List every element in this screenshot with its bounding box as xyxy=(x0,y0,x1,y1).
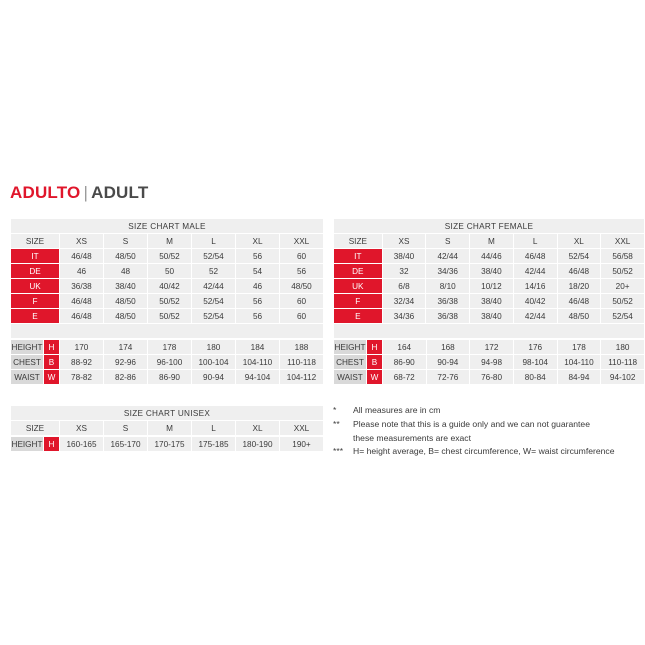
cell: 60 xyxy=(280,249,324,264)
cell: 172 xyxy=(470,340,514,355)
cell: 48/50 xyxy=(280,279,324,294)
cell: 52/54 xyxy=(557,249,601,264)
cell: 48/50 xyxy=(104,249,148,264)
cell: 52 xyxy=(192,264,236,279)
cell: 50/52 xyxy=(148,309,192,324)
row-label-waist: WAIST xyxy=(11,370,44,385)
cell: 56/58 xyxy=(601,249,645,264)
size-chart-male-table xyxy=(10,218,324,339)
col-header-size: SIZE xyxy=(334,234,383,249)
row-label-it: IT xyxy=(11,249,60,264)
cell: 164 xyxy=(382,340,426,355)
cell: 94-104 xyxy=(236,370,280,385)
col-header-xl: XL xyxy=(236,234,280,249)
cell: 50 xyxy=(148,264,192,279)
row-label-waist: WAIST xyxy=(334,370,367,385)
table-row xyxy=(334,294,645,309)
row-label-height: HEIGHT xyxy=(11,340,44,355)
cell: 176 xyxy=(513,340,557,355)
cell: 42/44 xyxy=(513,309,557,324)
cell: 80-84 xyxy=(513,370,557,385)
footnote-3 xyxy=(333,445,645,458)
col-header-l: L xyxy=(192,234,236,249)
cell: 190+ xyxy=(280,437,324,452)
footnote-3-mark: *** xyxy=(333,446,344,456)
size-chart-male-measurements xyxy=(10,339,324,385)
cell: 72-76 xyxy=(426,370,470,385)
footnote-1 xyxy=(333,404,645,417)
cell: 76-80 xyxy=(470,370,514,385)
cell: 42/44 xyxy=(192,279,236,294)
cell: 98-104 xyxy=(513,355,557,370)
cell: 46/48 xyxy=(513,249,557,264)
cell: 46 xyxy=(60,264,104,279)
col-header-l: L xyxy=(513,234,557,249)
cell: 165-170 xyxy=(104,437,148,452)
cell: 44/46 xyxy=(470,249,514,264)
row-label-de: DE xyxy=(334,264,383,279)
table-spacer xyxy=(334,324,645,339)
table-row xyxy=(11,370,324,385)
cell: 54 xyxy=(236,264,280,279)
cell: 50/52 xyxy=(601,264,645,279)
cell: 168 xyxy=(426,340,470,355)
table-row xyxy=(11,437,324,452)
size-chart-unisex-table xyxy=(10,405,324,436)
cell: 40/42 xyxy=(148,279,192,294)
cell: 38/40 xyxy=(470,294,514,309)
cell: 100-104 xyxy=(192,355,236,370)
col-header-m: M xyxy=(148,234,192,249)
footnote-1-text: All measures are in cm xyxy=(353,405,441,415)
cell: 34/36 xyxy=(426,264,470,279)
row-label-height: HEIGHT xyxy=(334,340,367,355)
table-row xyxy=(11,249,324,264)
cell: 46/48 xyxy=(60,294,104,309)
col-header-s: S xyxy=(426,234,470,249)
footnote-3-text: H= height average, B= chest circumference, W= waist circumference xyxy=(353,446,615,456)
page-title-separator: | xyxy=(83,183,89,202)
cell: 52/54 xyxy=(601,309,645,324)
cell: 10/12 xyxy=(470,279,514,294)
cell: 60 xyxy=(280,294,324,309)
row-code-w: W xyxy=(366,370,382,385)
cell: 180 xyxy=(601,340,645,355)
cell: 46/48 xyxy=(60,249,104,264)
cell: 48/50 xyxy=(104,309,148,324)
row-label-e: E xyxy=(11,309,60,324)
table-row xyxy=(334,309,645,324)
cell: 178 xyxy=(148,340,192,355)
cell: 56 xyxy=(280,264,324,279)
row-label-f: F xyxy=(11,294,60,309)
size-chart-unisex-measurements xyxy=(10,436,324,452)
cell: 48/50 xyxy=(104,294,148,309)
row-label-height: HEIGHT xyxy=(11,437,44,452)
cell: 174 xyxy=(104,340,148,355)
cell: 94-98 xyxy=(470,355,514,370)
col-header-xs: XS xyxy=(60,234,104,249)
size-chart-female xyxy=(333,218,645,385)
table-header-banner xyxy=(11,406,324,421)
cell: 52/54 xyxy=(192,294,236,309)
col-header-xs: XS xyxy=(60,421,104,436)
cell: 175-185 xyxy=(192,437,236,452)
cell: 38/40 xyxy=(470,309,514,324)
table-row xyxy=(334,249,645,264)
table-row xyxy=(11,355,324,370)
cell: 38/40 xyxy=(382,249,426,264)
table-column-headers xyxy=(11,234,324,249)
cell: 68-72 xyxy=(382,370,426,385)
cell: 48 xyxy=(104,264,148,279)
cell: 180-190 xyxy=(236,437,280,452)
row-label-uk: UK xyxy=(11,279,60,294)
table-row xyxy=(11,264,324,279)
row-code-w: W xyxy=(44,370,60,385)
cell: 34/36 xyxy=(382,309,426,324)
col-header-size: SIZE xyxy=(11,421,60,436)
table-row xyxy=(11,309,324,324)
footnotes xyxy=(333,404,645,459)
row-label-chest: CHEST xyxy=(11,355,44,370)
col-header-m: M xyxy=(148,421,192,436)
cell: 56 xyxy=(236,249,280,264)
col-header-xxl: XXL xyxy=(280,234,324,249)
col-header-xs: XS xyxy=(382,234,426,249)
cell: 110-118 xyxy=(601,355,645,370)
cell: 78-82 xyxy=(60,370,104,385)
cell: 90-94 xyxy=(192,370,236,385)
cell: 188 xyxy=(280,340,324,355)
footnote-2-continued: these measurements are exact xyxy=(353,433,471,443)
col-header-xl: XL xyxy=(557,234,601,249)
cell: 18/20 xyxy=(557,279,601,294)
table-row xyxy=(11,294,324,309)
cell: 38/40 xyxy=(470,264,514,279)
cell: 184 xyxy=(236,340,280,355)
cell: 50/52 xyxy=(148,294,192,309)
page-title xyxy=(10,183,148,203)
table-header-banner xyxy=(11,219,324,234)
col-header-xxl: XXL xyxy=(280,421,324,436)
cell: 46/48 xyxy=(60,309,104,324)
cell: 82-86 xyxy=(104,370,148,385)
row-code-b: B xyxy=(366,355,382,370)
cell: 110-118 xyxy=(280,355,324,370)
cell: 84-94 xyxy=(557,370,601,385)
table-column-headers xyxy=(11,421,324,436)
cell: 48/50 xyxy=(557,309,601,324)
cell: 170-175 xyxy=(148,437,192,452)
row-code-h: H xyxy=(44,340,60,355)
cell: 56 xyxy=(236,294,280,309)
table-row xyxy=(11,340,324,355)
footnote-2 xyxy=(333,418,645,431)
cell: 36/38 xyxy=(426,294,470,309)
cell: 56 xyxy=(236,309,280,324)
table-row xyxy=(334,279,645,294)
cell: 40/42 xyxy=(513,294,557,309)
table-row xyxy=(11,279,324,294)
row-code-h: H xyxy=(366,340,382,355)
table-header-banner xyxy=(334,219,645,234)
table-spacer xyxy=(11,324,324,339)
page-title-primary: ADULTO xyxy=(10,183,81,202)
female-chart-title: SIZE CHART FEMALE xyxy=(334,219,645,234)
col-header-m: M xyxy=(470,234,514,249)
cell: 96-100 xyxy=(148,355,192,370)
cell: 36/38 xyxy=(60,279,104,294)
cell: 104-112 xyxy=(280,370,324,385)
cell: 46 xyxy=(236,279,280,294)
row-label-uk: UK xyxy=(334,279,383,294)
cell: 20+ xyxy=(601,279,645,294)
unisex-chart-title: SIZE CHART UNISEX xyxy=(11,406,324,421)
cell: 94-102 xyxy=(601,370,645,385)
table-column-headers xyxy=(334,234,645,249)
size-chart-male xyxy=(10,218,324,385)
row-label-it: IT xyxy=(334,249,383,264)
cell: 50/52 xyxy=(148,249,192,264)
cell: 36/38 xyxy=(426,309,470,324)
table-row xyxy=(334,340,645,355)
cell: 88-92 xyxy=(60,355,104,370)
col-header-s: S xyxy=(104,234,148,249)
cell: 46/48 xyxy=(557,294,601,309)
table-row xyxy=(334,370,645,385)
row-label-de: DE xyxy=(11,264,60,279)
cell: 104-110 xyxy=(557,355,601,370)
row-code-h: H xyxy=(44,437,60,452)
cell: 160-165 xyxy=(60,437,104,452)
size-chart-unisex xyxy=(10,405,324,452)
cell: 60 xyxy=(280,309,324,324)
size-chart-female-measurements xyxy=(333,339,645,385)
cell: 8/10 xyxy=(426,279,470,294)
cell: 178 xyxy=(557,340,601,355)
row-code-b: B xyxy=(44,355,60,370)
cell: 86-90 xyxy=(382,355,426,370)
row-label-chest: CHEST xyxy=(334,355,367,370)
footnote-2-mark: ** xyxy=(333,419,340,429)
cell: 92-96 xyxy=(104,355,148,370)
page-title-secondary: ADULT xyxy=(91,183,149,202)
cell: 52/54 xyxy=(192,309,236,324)
cell: 6/8 xyxy=(382,279,426,294)
col-header-l: L xyxy=(192,421,236,436)
table-row xyxy=(334,355,645,370)
col-header-xxl: XXL xyxy=(601,234,645,249)
cell: 42/44 xyxy=(513,264,557,279)
col-header-size: SIZE xyxy=(11,234,60,249)
table-row xyxy=(334,264,645,279)
col-header-xl: XL xyxy=(236,421,280,436)
footnote-1-mark: * xyxy=(333,405,337,415)
cell: 90-94 xyxy=(426,355,470,370)
cell: 46/48 xyxy=(557,264,601,279)
cell: 170 xyxy=(60,340,104,355)
cell: 180 xyxy=(192,340,236,355)
male-chart-title: SIZE CHART MALE xyxy=(11,219,324,234)
cell: 104-110 xyxy=(236,355,280,370)
cell: 32/34 xyxy=(382,294,426,309)
cell: 52/54 xyxy=(192,249,236,264)
cell: 38/40 xyxy=(104,279,148,294)
cell: 50/52 xyxy=(601,294,645,309)
footnote-2-text: Please note that this is a guide only and we can not guarantee xyxy=(353,419,590,429)
col-header-s: S xyxy=(104,421,148,436)
cell: 42/44 xyxy=(426,249,470,264)
cell: 32 xyxy=(382,264,426,279)
size-chart-female-table xyxy=(333,218,645,339)
row-label-e: E xyxy=(334,309,383,324)
row-label-f: F xyxy=(334,294,383,309)
cell: 14/16 xyxy=(513,279,557,294)
cell: 86-90 xyxy=(148,370,192,385)
